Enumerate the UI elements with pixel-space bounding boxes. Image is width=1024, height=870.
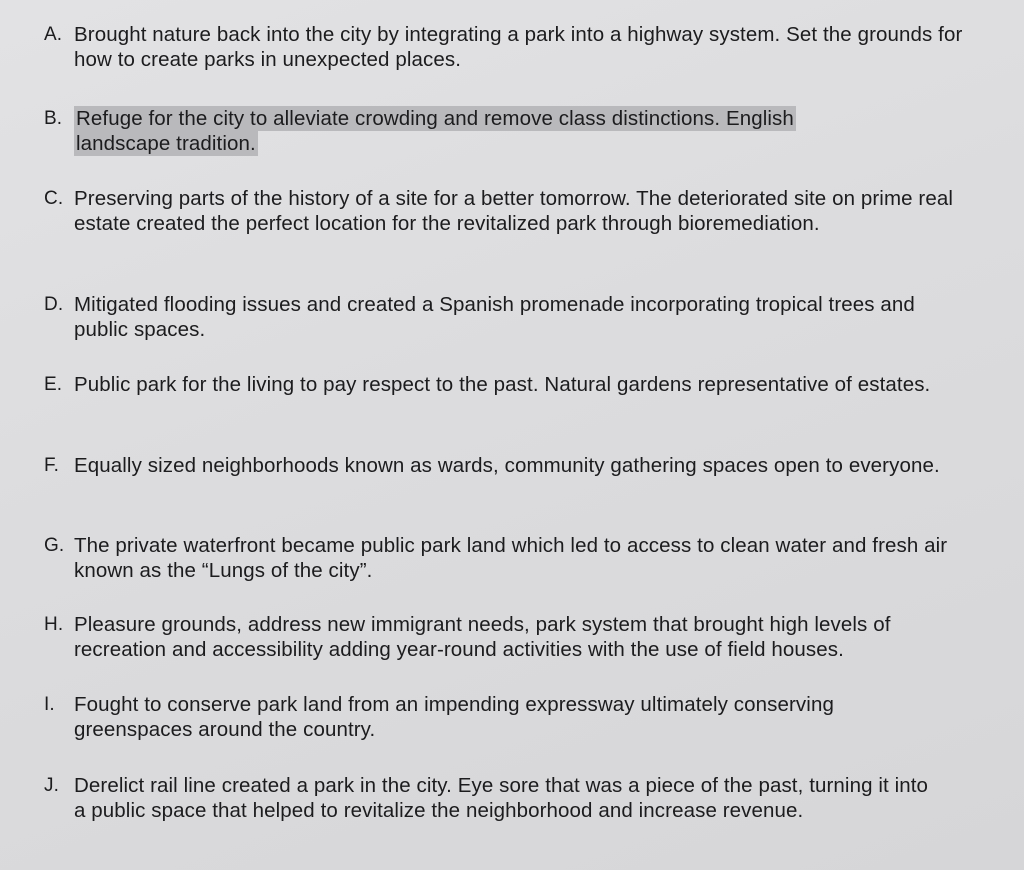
option-text: Fought to conserve park land from an impending expressway ultimately conserving greenspaces around the country. — [74, 693, 834, 741]
option-letter: H. — [44, 614, 64, 635]
option-text: Derelict rail line created a park in the city. Eye sore that was a piece of the past, turning it into a public space that helped to revitalize the neighborhood and increase revenue. — [74, 774, 929, 822]
option-text: Pleasure grounds, address new immigrant needs, park system that brought high levels of recreation and accessibility adding year-round activities with the use of field houses. — [74, 613, 891, 661]
option-letter: J. — [44, 775, 59, 796]
option-text: Mitigated flooding issues and created a Spanish promenade incorporating tropical trees and public spaces. — [74, 293, 915, 341]
option-e — [44, 372, 964, 397]
option-letter: I. — [44, 694, 55, 715]
option-text: Brought nature back into the city by integrating a park into a highway system. Set the grounds for how to create parks in unexpected places. — [74, 23, 963, 71]
option-b — [44, 106, 964, 156]
option-j — [44, 773, 964, 823]
option-text: The private waterfront became public park land which led to access to clean water and fresh air known as the “Lungs of the city”. — [74, 534, 948, 582]
option-letter: E. — [44, 374, 63, 395]
option-c — [44, 186, 964, 236]
option-f — [44, 453, 964, 478]
option-letter: G. — [44, 535, 65, 556]
option-i — [44, 692, 964, 742]
option-g — [44, 533, 964, 583]
option-text: Public park for the living to pay respect to the past. Natural gardens representative of estates. — [74, 373, 931, 396]
option-letter: F. — [44, 455, 59, 476]
option-letter: C. — [44, 188, 64, 209]
option-text: Equally sized neighborhoods known as wards, community gathering spaces open to everyone. — [74, 454, 940, 477]
option-h — [44, 612, 964, 662]
option-letter: D. — [44, 294, 64, 315]
option-letter: A. — [44, 24, 63, 45]
option-text-highlighted: Refuge for the city to alleviate crowding and remove class distinctions. English landscape tradition. — [76, 107, 794, 155]
option-letter: B. — [44, 108, 63, 129]
option-text: Preserving parts of the history of a site for a better tomorrow. The deteriorated site on prime real estate created the perfect location for the revitalized park through bioremediation. — [74, 187, 954, 235]
option-a — [44, 22, 964, 72]
option-d — [44, 292, 964, 342]
option-text-wrap — [74, 106, 874, 156]
